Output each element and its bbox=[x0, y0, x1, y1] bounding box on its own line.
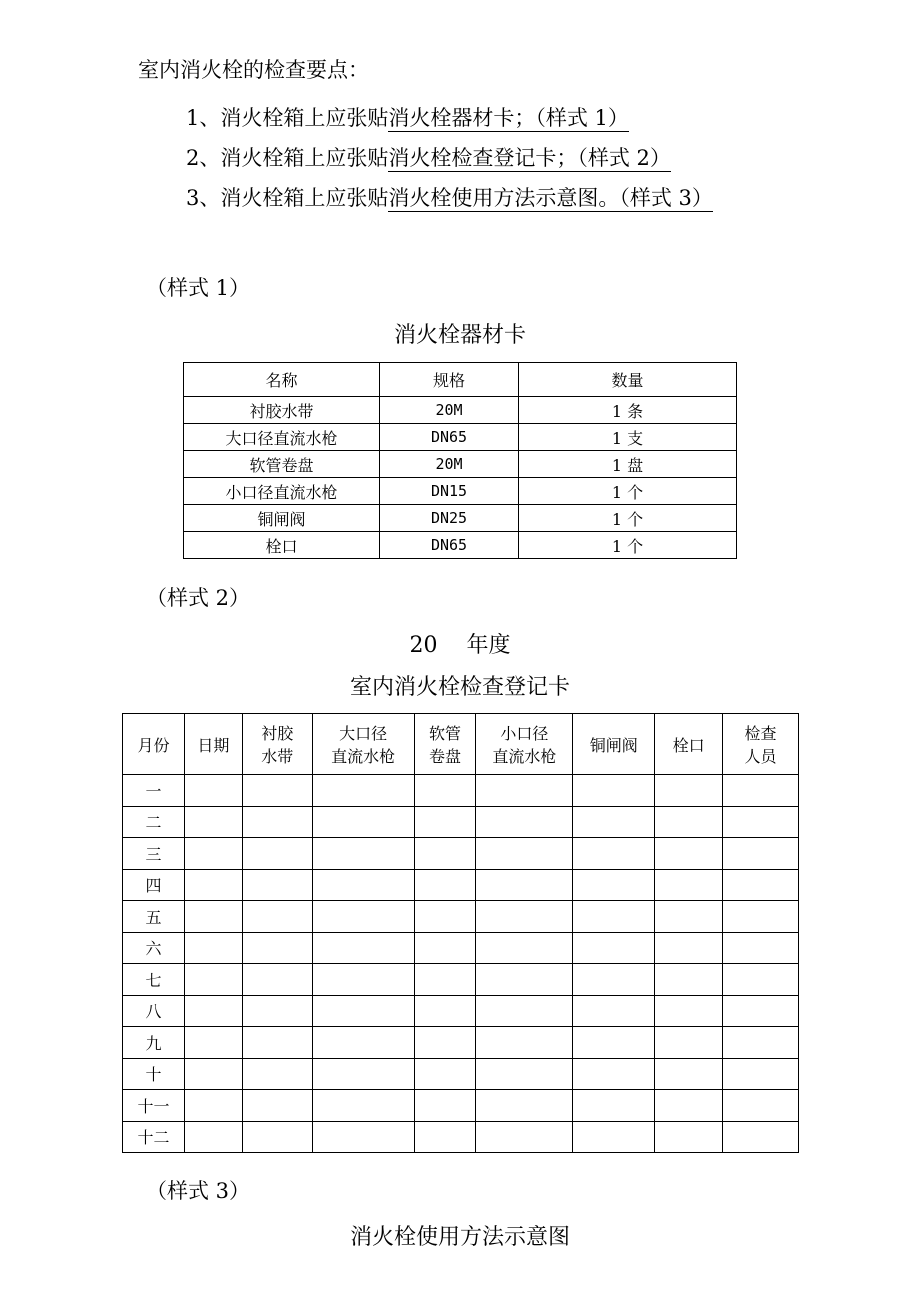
record-cell[interactable] bbox=[655, 775, 723, 807]
month-cell: 八 bbox=[123, 995, 185, 1027]
record-cell[interactable] bbox=[414, 806, 476, 838]
record-cell[interactable] bbox=[655, 1121, 723, 1153]
column-header-line: 栓口 bbox=[672, 735, 705, 755]
record-cell[interactable] bbox=[242, 1027, 312, 1059]
record-cell[interactable] bbox=[573, 806, 655, 838]
record-cell[interactable] bbox=[573, 1058, 655, 1090]
table-row bbox=[123, 1090, 799, 1122]
point-3 bbox=[186, 182, 713, 212]
record-cell[interactable] bbox=[476, 1027, 573, 1059]
record-cell[interactable] bbox=[573, 901, 655, 933]
record-cell[interactable] bbox=[723, 1090, 799, 1122]
record-cell[interactable] bbox=[723, 1058, 799, 1090]
record-cell[interactable] bbox=[476, 964, 573, 996]
style-3-label: （样式 3） bbox=[146, 1179, 251, 1203]
record-cell[interactable] bbox=[414, 775, 476, 807]
month-cell: 五 bbox=[123, 901, 185, 933]
record-cell[interactable] bbox=[242, 869, 312, 901]
item-name: 软管卷盘 bbox=[184, 451, 380, 478]
item-name: 栓口 bbox=[184, 532, 380, 559]
month-cell: 七 bbox=[123, 964, 185, 996]
record-cell[interactable] bbox=[476, 775, 573, 807]
record-cell[interactable] bbox=[184, 775, 242, 807]
record-cell[interactable] bbox=[573, 1027, 655, 1059]
record-cell[interactable] bbox=[184, 838, 242, 870]
point-underlined-text: 消火栓器材卡；（样式 1） bbox=[388, 106, 629, 130]
equipment-card-table bbox=[183, 362, 737, 559]
record-cell[interactable] bbox=[184, 1058, 242, 1090]
month-cell: 二 bbox=[123, 806, 185, 838]
month-cell: 十 bbox=[123, 1058, 185, 1090]
month-cell: 一 bbox=[123, 775, 185, 807]
table-row bbox=[123, 1058, 799, 1090]
record-cell[interactable] bbox=[184, 1027, 242, 1059]
month-cell: 四 bbox=[123, 869, 185, 901]
record-cell[interactable] bbox=[655, 869, 723, 901]
record-cell[interactable] bbox=[476, 901, 573, 933]
record-cell[interactable] bbox=[312, 1058, 414, 1090]
record-cell[interactable] bbox=[573, 932, 655, 964]
table-row bbox=[123, 901, 799, 933]
table-header-row bbox=[123, 714, 799, 775]
record-cell[interactable] bbox=[476, 995, 573, 1027]
column-header bbox=[476, 714, 573, 775]
record-cell[interactable] bbox=[476, 932, 573, 964]
record-cell[interactable] bbox=[573, 1121, 655, 1153]
table-row bbox=[123, 932, 799, 964]
point-text: 、消火栓箱上应张贴 bbox=[199, 106, 389, 130]
column-header bbox=[723, 714, 799, 775]
item-spec: DN15 bbox=[380, 478, 519, 505]
record-cell[interactable] bbox=[184, 964, 242, 996]
point-number: 2 bbox=[186, 146, 200, 170]
column-header-line: 日期 bbox=[197, 735, 230, 755]
record-cell[interactable] bbox=[242, 1058, 312, 1090]
equipment-card-title: 消火栓器材卡 bbox=[393, 323, 526, 348]
record-cell[interactable] bbox=[573, 1090, 655, 1122]
table-header-row bbox=[184, 363, 737, 397]
record-cell[interactable] bbox=[723, 932, 799, 964]
table-row bbox=[123, 1027, 799, 1059]
column-header-line: 直流水枪 bbox=[331, 747, 396, 766]
record-cell[interactable] bbox=[723, 995, 799, 1027]
column-header-line: 直流水枪 bbox=[492, 747, 557, 766]
column-header bbox=[242, 714, 312, 775]
item-spec: DN65 bbox=[380, 424, 519, 451]
column-header-line: 衬胶 bbox=[261, 724, 294, 743]
table-row bbox=[184, 397, 737, 424]
record-cell[interactable] bbox=[184, 1090, 242, 1122]
item-name: 铜闸阀 bbox=[184, 505, 380, 532]
month-cell: 九 bbox=[123, 1027, 185, 1059]
record-cell[interactable] bbox=[414, 1058, 476, 1090]
record-cell[interactable] bbox=[414, 869, 476, 901]
record-cell[interactable] bbox=[414, 1027, 476, 1059]
record-cell[interactable] bbox=[655, 1090, 723, 1122]
record-cell[interactable] bbox=[655, 932, 723, 964]
year-title: 20 年度 bbox=[409, 633, 511, 658]
item-spec: 20M bbox=[380, 451, 519, 478]
record-cell[interactable] bbox=[312, 1027, 414, 1059]
column-header bbox=[414, 714, 476, 775]
record-cell[interactable] bbox=[573, 964, 655, 996]
table-row bbox=[184, 424, 737, 451]
record-cell[interactable] bbox=[414, 995, 476, 1027]
record-cell[interactable] bbox=[414, 932, 476, 964]
record-cell[interactable] bbox=[414, 1090, 476, 1122]
record-cell[interactable] bbox=[312, 806, 414, 838]
record-cell[interactable] bbox=[476, 1121, 573, 1153]
table-row bbox=[123, 806, 799, 838]
column-header-line: 水带 bbox=[261, 747, 294, 766]
record-cell[interactable] bbox=[476, 1090, 573, 1122]
record-cell[interactable] bbox=[184, 932, 242, 964]
point-number: 1 bbox=[186, 106, 200, 130]
table-row bbox=[123, 995, 799, 1027]
record-cell[interactable] bbox=[242, 995, 312, 1027]
table-row bbox=[123, 775, 799, 807]
item-spec: DN25 bbox=[380, 505, 519, 532]
table-row bbox=[184, 451, 737, 478]
record-cell[interactable] bbox=[312, 964, 414, 996]
column-header-line: 月份 bbox=[137, 735, 170, 755]
record-cell[interactable] bbox=[414, 901, 476, 933]
header-name: 名称 bbox=[184, 363, 380, 397]
table-row bbox=[184, 505, 737, 532]
item-quantity: 1 盘 bbox=[519, 451, 737, 478]
record-cell[interactable] bbox=[242, 901, 312, 933]
record-cell[interactable] bbox=[242, 838, 312, 870]
record-cell[interactable] bbox=[184, 869, 242, 901]
month-cell: 三 bbox=[123, 838, 185, 870]
point-2 bbox=[186, 142, 671, 172]
record-cell[interactable] bbox=[312, 1090, 414, 1122]
record-cell[interactable] bbox=[242, 932, 312, 964]
record-cell[interactable] bbox=[723, 838, 799, 870]
record-cell[interactable] bbox=[312, 1121, 414, 1153]
record-cell[interactable] bbox=[573, 995, 655, 1027]
record-cell[interactable] bbox=[723, 806, 799, 838]
column-header-line: 大口径 bbox=[339, 724, 388, 743]
month-cell: 十二 bbox=[123, 1121, 185, 1153]
item-quantity: 1 支 bbox=[519, 424, 737, 451]
column-header bbox=[123, 714, 185, 775]
table-row bbox=[123, 964, 799, 996]
record-cell[interactable] bbox=[476, 1058, 573, 1090]
record-cell[interactable] bbox=[655, 1058, 723, 1090]
column-header-line: 小口径 bbox=[500, 724, 549, 743]
table-row bbox=[184, 532, 737, 559]
page-heading: 室内消火栓的检查要点： bbox=[138, 58, 369, 82]
column-header bbox=[184, 714, 242, 775]
table-row bbox=[123, 838, 799, 870]
inspection-card-title: 室内消火栓检查登记卡 bbox=[349, 675, 570, 700]
column-header bbox=[312, 714, 414, 775]
style-1-label: （样式 1） bbox=[146, 276, 251, 300]
point-underlined-text: 消火栓使用方法示意图。（样式 3） bbox=[388, 186, 713, 210]
record-cell[interactable] bbox=[655, 806, 723, 838]
record-cell[interactable] bbox=[184, 901, 242, 933]
item-quantity: 1 个 bbox=[519, 505, 737, 532]
record-cell[interactable] bbox=[476, 806, 573, 838]
item-spec: DN65 bbox=[380, 532, 519, 559]
record-cell[interactable] bbox=[655, 901, 723, 933]
record-cell[interactable] bbox=[184, 806, 242, 838]
record-cell[interactable] bbox=[573, 869, 655, 901]
point-1 bbox=[186, 102, 629, 132]
record-cell[interactable] bbox=[723, 964, 799, 996]
record-cell[interactable] bbox=[655, 995, 723, 1027]
item-name: 衬胶水带 bbox=[184, 397, 380, 424]
record-cell[interactable] bbox=[184, 1121, 242, 1153]
table-row bbox=[184, 478, 737, 505]
record-cell[interactable] bbox=[476, 869, 573, 901]
month-cell: 六 bbox=[123, 932, 185, 964]
item-quantity: 1 个 bbox=[519, 532, 737, 559]
column-header-line: 软管 bbox=[428, 724, 461, 743]
column-header-line: 检查 bbox=[744, 724, 777, 743]
record-cell[interactable] bbox=[655, 838, 723, 870]
column-header-line: 人员 bbox=[744, 747, 777, 766]
table-row bbox=[123, 1121, 799, 1153]
column-header bbox=[655, 714, 723, 775]
header-quantity: 数量 bbox=[519, 363, 737, 397]
point-text: 、消火栓箱上应张贴 bbox=[199, 146, 389, 170]
record-cell[interactable] bbox=[723, 1027, 799, 1059]
item-quantity: 1 条 bbox=[519, 397, 737, 424]
record-cell[interactable] bbox=[312, 838, 414, 870]
record-cell[interactable] bbox=[414, 1121, 476, 1153]
style-2-label: （样式 2） bbox=[146, 586, 251, 610]
record-cell[interactable] bbox=[723, 869, 799, 901]
table-row bbox=[123, 869, 799, 901]
month-cell: 十一 bbox=[123, 1090, 185, 1122]
record-cell[interactable] bbox=[414, 838, 476, 870]
record-cell[interactable] bbox=[414, 964, 476, 996]
record-cell[interactable] bbox=[242, 1121, 312, 1153]
record-cell[interactable] bbox=[312, 932, 414, 964]
column-header-line: 卷盘 bbox=[428, 747, 461, 766]
record-cell[interactable] bbox=[723, 1121, 799, 1153]
usage-diagram-title: 消火栓使用方法示意图 bbox=[349, 1225, 570, 1250]
record-cell[interactable] bbox=[312, 775, 414, 807]
record-cell[interactable] bbox=[242, 806, 312, 838]
column-header bbox=[573, 714, 655, 775]
record-cell[interactable] bbox=[655, 964, 723, 996]
item-name: 大口径直流水枪 bbox=[184, 424, 380, 451]
inspection-record-table bbox=[122, 713, 799, 1153]
record-cell[interactable] bbox=[573, 775, 655, 807]
record-cell[interactable] bbox=[312, 901, 414, 933]
item-name: 小口径直流水枪 bbox=[184, 478, 380, 505]
record-cell[interactable] bbox=[655, 1027, 723, 1059]
point-number: 3 bbox=[186, 186, 200, 210]
item-quantity: 1 个 bbox=[519, 478, 737, 505]
record-cell[interactable] bbox=[312, 869, 414, 901]
record-cell[interactable] bbox=[723, 901, 799, 933]
point-text: 、消火栓箱上应张贴 bbox=[199, 186, 389, 210]
point-underlined-text: 消火栓检查登记卡；（样式 2） bbox=[388, 146, 671, 170]
column-header-line: 铜闸阀 bbox=[589, 735, 638, 755]
record-cell[interactable] bbox=[242, 964, 312, 996]
item-spec: 20M bbox=[380, 397, 519, 424]
record-cell[interactable] bbox=[573, 838, 655, 870]
record-cell[interactable] bbox=[312, 995, 414, 1027]
record-cell[interactable] bbox=[184, 995, 242, 1027]
header-spec: 规格 bbox=[380, 363, 519, 397]
record-cell[interactable] bbox=[476, 838, 573, 870]
record-cell[interactable] bbox=[242, 775, 312, 807]
record-cell[interactable] bbox=[242, 1090, 312, 1122]
record-cell[interactable] bbox=[723, 775, 799, 807]
